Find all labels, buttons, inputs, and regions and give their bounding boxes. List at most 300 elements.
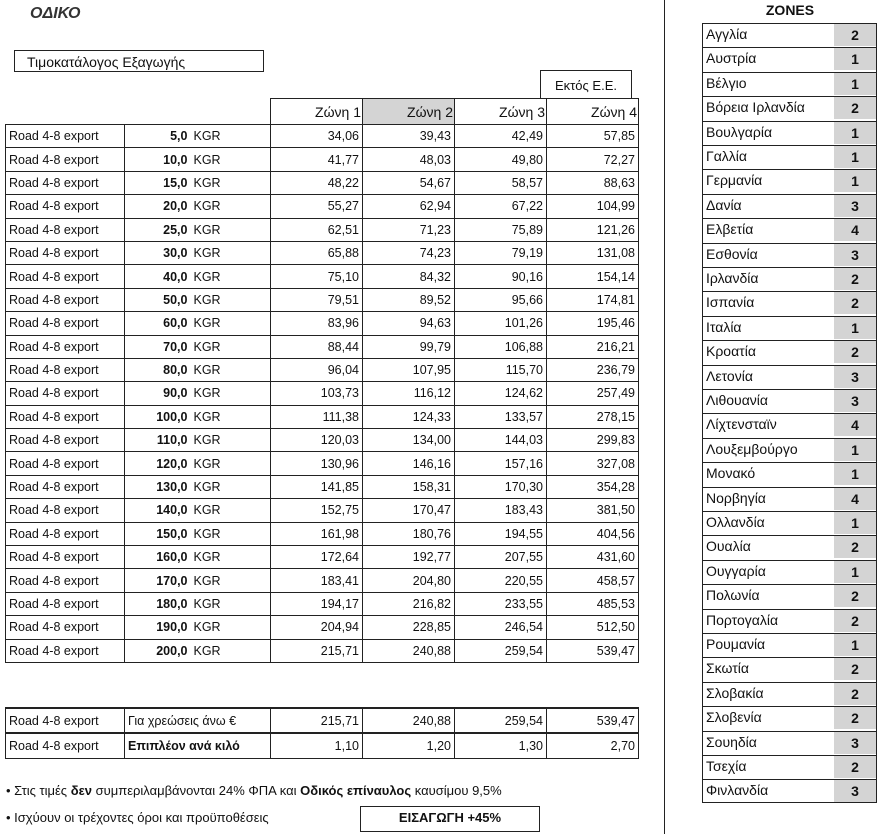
zone-country-row xyxy=(702,413,877,436)
price-zone-3: 75,89 xyxy=(455,218,547,241)
country-name: Σκωτία xyxy=(706,660,749,677)
weight-value: 200,0 xyxy=(125,639,191,662)
service-name: Road 4-8 export xyxy=(6,125,125,148)
summary-zone-1: 215,71 xyxy=(271,708,363,733)
summary-zone-4: 539,47 xyxy=(547,708,639,733)
price-zone-3: 58,57 xyxy=(455,171,547,194)
summary-zone-4: 2,70 xyxy=(547,733,639,758)
country-name: Λίχτενσταϊν xyxy=(706,416,777,433)
price-zone-3: 79,19 xyxy=(455,241,547,264)
price-zone-3: 101,26 xyxy=(455,312,547,335)
price-zone-3: 144,03 xyxy=(455,429,547,452)
service-name: Road 4-8 export xyxy=(6,616,125,639)
price-zone-2: 89,52 xyxy=(363,288,455,311)
country-zone-number: 3 xyxy=(834,366,876,388)
price-zone-1: 55,27 xyxy=(271,195,363,218)
price-zone-1: 152,75 xyxy=(271,499,363,522)
weight-value: 30,0 xyxy=(125,241,191,264)
price-zone-1: 161,98 xyxy=(271,522,363,545)
price-zone-2: 134,00 xyxy=(363,429,455,452)
price-row xyxy=(6,288,639,311)
zone-country-row xyxy=(702,731,877,754)
weight-value: 20,0 xyxy=(125,195,191,218)
zone-country-row xyxy=(702,487,877,510)
price-zone-1: 111,38 xyxy=(271,405,363,428)
header-zone-2: Ζώνη 2 xyxy=(363,99,455,125)
price-zone-2: 54,67 xyxy=(363,171,455,194)
summary-zone-2: 1,20 xyxy=(363,733,455,758)
price-zone-3: 157,16 xyxy=(455,452,547,475)
service-name: Road 4-8 export xyxy=(6,288,125,311)
price-zone-1: 79,51 xyxy=(271,288,363,311)
price-zone-4: 216,21 xyxy=(547,335,639,358)
price-zone-3: 220,55 xyxy=(455,569,547,592)
country-zone-number: 1 xyxy=(834,463,876,485)
weight-unit: KGR xyxy=(191,171,271,194)
price-zone-3: 90,16 xyxy=(455,265,547,288)
country-name: Σλοβενία xyxy=(706,709,762,726)
price-row xyxy=(6,639,639,662)
weight-value: 70,0 xyxy=(125,335,191,358)
price-zone-1: 96,04 xyxy=(271,358,363,381)
country-name: Βέλγιο xyxy=(706,74,747,91)
price-zone-2: 74,23 xyxy=(363,241,455,264)
country-name: Γαλλία xyxy=(706,148,748,164)
weight-unit: KGR xyxy=(191,475,271,498)
price-zone-4: 381,50 xyxy=(547,499,639,522)
price-zone-1: 48,22 xyxy=(271,171,363,194)
country-zone-number: 2 xyxy=(834,658,876,680)
country-zone-number: 3 xyxy=(834,780,876,802)
weight-unit: KGR xyxy=(191,125,271,148)
price-zone-2: 107,95 xyxy=(363,358,455,381)
price-row xyxy=(6,546,639,569)
country-zone-number: 1 xyxy=(834,170,876,192)
zone-country-row xyxy=(702,389,877,412)
price-zone-2: 146,16 xyxy=(363,452,455,475)
service-name: Road 4-8 export xyxy=(6,358,125,381)
price-zone-3: 259,54 xyxy=(455,639,547,662)
country-name: Πολωνία xyxy=(706,587,760,604)
price-zone-2: 204,80 xyxy=(363,569,455,592)
price-zone-2: 192,77 xyxy=(363,546,455,569)
country-zone-number: 2 xyxy=(834,292,876,314)
price-zone-4: 57,85 xyxy=(547,125,639,148)
summary-zone-3: 1,30 xyxy=(455,733,547,758)
weight-unit: KGR xyxy=(191,452,271,475)
price-zone-3: 115,70 xyxy=(455,358,547,381)
page-title: ΟΔΙΚΟ xyxy=(30,5,81,22)
zone-country-row xyxy=(702,462,877,485)
weight-unit: KGR xyxy=(191,429,271,452)
price-zone-4: 174,81 xyxy=(547,288,639,311)
service-name: Road 4-8 export xyxy=(6,218,125,241)
service-name: Road 4-8 export xyxy=(6,733,125,758)
country-name: Γερμανία xyxy=(706,172,763,189)
price-zone-2: 216,82 xyxy=(363,592,455,615)
zone-country-row xyxy=(702,682,877,705)
country-name: Σλοβακία xyxy=(706,684,764,701)
price-zone-4: 299,83 xyxy=(547,429,639,452)
country-name: Λετονία xyxy=(706,367,753,384)
price-zone-4: 539,47 xyxy=(547,639,639,662)
service-name: Road 4-8 export xyxy=(6,195,125,218)
price-zone-4: 88,63 xyxy=(547,171,639,194)
price-row xyxy=(6,148,639,171)
price-row xyxy=(6,382,639,405)
zone-country-row xyxy=(702,47,877,70)
zone-country-row xyxy=(702,23,877,46)
country-zone-number: 3 xyxy=(834,244,876,266)
price-zone-4: 131,08 xyxy=(547,241,639,264)
weight-value: 100,0 xyxy=(125,405,191,428)
zone-country-row xyxy=(702,121,877,144)
price-zone-1: 130,96 xyxy=(271,452,363,475)
price-row xyxy=(6,592,639,615)
service-name: Road 4-8 export xyxy=(6,265,125,288)
zone-country-row xyxy=(702,340,877,363)
weight-value: 60,0 xyxy=(125,312,191,335)
country-zone-number: 4 xyxy=(834,219,876,241)
price-zone-2: 124,33 xyxy=(363,405,455,428)
price-zone-1: 194,17 xyxy=(271,592,363,615)
price-zone-1: 172,64 xyxy=(271,546,363,569)
price-row xyxy=(6,452,639,475)
weight-value: 90,0 xyxy=(125,382,191,405)
price-zone-2: 116,12 xyxy=(363,382,455,405)
country-name: Ισπανία xyxy=(706,294,755,311)
price-zone-1: 65,88 xyxy=(271,241,363,264)
weight-value: 130,0 xyxy=(125,475,191,498)
country-zone-number: 2 xyxy=(834,585,876,607)
weight-value: 50,0 xyxy=(125,288,191,311)
weight-value: 150,0 xyxy=(125,522,191,545)
header-zone-3: Ζώνη 3 xyxy=(455,99,547,125)
price-zone-1: 83,96 xyxy=(271,312,363,335)
zone4-outside-eu-label: Εκτός Ε.Ε. xyxy=(540,70,632,98)
service-name: Road 4-8 export xyxy=(6,171,125,194)
zone-country-row xyxy=(702,438,877,461)
price-zone-4: 121,26 xyxy=(547,218,639,241)
service-name: Road 4-8 export xyxy=(6,546,125,569)
country-name: Εσθονία xyxy=(706,245,758,262)
service-name: Road 4-8 export xyxy=(6,405,125,428)
country-zone-number: 2 xyxy=(834,756,876,778)
weight-unit: KGR xyxy=(191,639,271,662)
weight-unit: KGR xyxy=(191,335,271,358)
price-zone-4: 458,57 xyxy=(547,569,639,592)
country-zone-number: 2 xyxy=(834,268,876,290)
price-zone-2: 71,23 xyxy=(363,218,455,241)
weight-value: 140,0 xyxy=(125,499,191,522)
price-zone-1: 183,41 xyxy=(271,569,363,592)
weight-value: 40,0 xyxy=(125,265,191,288)
country-name: Νορβηγία xyxy=(706,489,766,506)
over-limit-row xyxy=(6,708,639,733)
country-zone-number: 3 xyxy=(834,195,876,217)
zones-title: ZONES xyxy=(765,2,815,18)
country-name: Βουλγαρία xyxy=(706,123,773,140)
country-zone-number: 2 xyxy=(834,536,876,558)
weight-unit: KGR xyxy=(191,148,271,171)
price-row xyxy=(6,171,639,194)
service-name: Road 4-8 export xyxy=(6,639,125,662)
service-name: Road 4-8 export xyxy=(6,592,125,615)
country-zone-number: 1 xyxy=(834,317,876,339)
summary-label: Επιπλέον ανά κιλό xyxy=(125,733,271,758)
price-zone-3: 183,43 xyxy=(455,499,547,522)
country-zone-number: 1 xyxy=(834,512,876,534)
country-zone-number: 1 xyxy=(834,561,876,583)
country-zone-number: 2 xyxy=(834,610,876,632)
zone-country-row xyxy=(702,169,877,192)
price-table xyxy=(5,98,639,663)
weight-unit: KGR xyxy=(191,546,271,569)
price-zone-4: 195,46 xyxy=(547,312,639,335)
country-zone-number: 3 xyxy=(834,732,876,754)
weight-value: 170,0 xyxy=(125,569,191,592)
service-name: Road 4-8 export xyxy=(6,429,125,452)
price-zone-1: 103,73 xyxy=(271,382,363,405)
country-name: Μονακό xyxy=(706,465,756,482)
weight-value: 25,0 xyxy=(125,218,191,241)
price-zone-2: 170,47 xyxy=(363,499,455,522)
price-zone-4: 236,79 xyxy=(547,358,639,381)
import-surcharge-box: ΕΙΣΑΓΩΓΗ +45% xyxy=(360,806,540,832)
header-zone-1: Ζώνη 1 xyxy=(271,99,363,125)
weight-value: 5,0 xyxy=(125,125,191,148)
country-name: Ουγγαρία xyxy=(706,562,766,579)
country-name: Δανία xyxy=(706,196,742,213)
price-zone-4: 512,50 xyxy=(547,616,639,639)
country-name: Αγγλία xyxy=(706,26,748,42)
weight-unit: KGR xyxy=(191,616,271,639)
weight-value: 10,0 xyxy=(125,148,191,171)
price-zone-3: 246,54 xyxy=(455,616,547,639)
zone-country-row xyxy=(702,657,877,680)
weight-unit: KGR xyxy=(191,405,271,428)
zone-country-row xyxy=(702,145,877,168)
price-zone-1: 204,94 xyxy=(271,616,363,639)
price-zone-2: 99,79 xyxy=(363,335,455,358)
weight-unit: KGR xyxy=(191,241,271,264)
price-row xyxy=(6,522,639,545)
header-zone-4: Ζώνη 4 xyxy=(547,99,639,125)
country-name: Ελβετία xyxy=(706,221,754,238)
price-zone-3: 207,55 xyxy=(455,546,547,569)
weight-unit: KGR xyxy=(191,358,271,381)
summary-table xyxy=(5,707,639,759)
zone-country-row xyxy=(702,194,877,217)
price-zone-4: 485,53 xyxy=(547,592,639,615)
country-zone-number: 1 xyxy=(834,122,876,144)
summary-zone-2: 240,88 xyxy=(363,708,455,733)
zone-country-row xyxy=(702,291,877,314)
price-zone-1: 62,51 xyxy=(271,218,363,241)
zone-country-row xyxy=(702,316,877,339)
weight-unit: KGR xyxy=(191,288,271,311)
weight-unit: KGR xyxy=(191,265,271,288)
country-zone-number: 2 xyxy=(834,683,876,705)
summary-label: Για χρεώσεις άνω € xyxy=(125,708,271,733)
service-name: Road 4-8 export xyxy=(6,569,125,592)
weight-unit: KGR xyxy=(191,569,271,592)
zone-country-row xyxy=(702,584,877,607)
price-zone-2: 48,03 xyxy=(363,148,455,171)
price-row xyxy=(6,616,639,639)
country-zone-number: 4 xyxy=(834,414,876,436)
country-name: Τσεχία xyxy=(706,758,747,774)
summary-zone-3: 259,54 xyxy=(455,708,547,733)
zone-country-row xyxy=(702,511,877,534)
price-zone-2: 62,94 xyxy=(363,195,455,218)
country-zone-number: 3 xyxy=(834,390,876,412)
price-zone-2: 94,63 xyxy=(363,312,455,335)
vat-fuel-note: • Στις τιμές δεν συμπεριλαμβάνονται 24% ΦΠΑ και Οδικός επίναυλος καυσίμου 9,5% xyxy=(6,783,502,798)
zone-country-row xyxy=(702,633,877,656)
price-zone-1: 41,77 xyxy=(271,148,363,171)
price-zone-1: 75,10 xyxy=(271,265,363,288)
service-name: Road 4-8 export xyxy=(6,312,125,335)
price-zone-4: 72,27 xyxy=(547,148,639,171)
price-zone-4: 104,99 xyxy=(547,195,639,218)
weight-unit: KGR xyxy=(191,382,271,405)
zone-country-row xyxy=(702,72,877,95)
price-zone-2: 228,85 xyxy=(363,616,455,639)
weight-value: 110,0 xyxy=(125,429,191,452)
price-zone-4: 354,28 xyxy=(547,475,639,498)
country-name: Ρουμανία xyxy=(706,636,766,652)
country-name: Αυστρία xyxy=(706,50,757,67)
price-zone-1: 120,03 xyxy=(271,429,363,452)
price-zone-3: 95,66 xyxy=(455,288,547,311)
price-zone-3: 42,49 xyxy=(455,125,547,148)
country-name: Ιταλία xyxy=(706,318,742,335)
price-zone-2: 84,32 xyxy=(363,265,455,288)
weight-value: 180,0 xyxy=(125,592,191,615)
price-row xyxy=(6,312,639,335)
zone-country-row xyxy=(702,535,877,558)
zone-country-row xyxy=(702,560,877,583)
price-zone-4: 154,14 xyxy=(547,265,639,288)
weight-unit: KGR xyxy=(191,312,271,335)
zone-country-row xyxy=(702,218,877,241)
zone-country-row xyxy=(702,779,877,802)
price-zone-1: 34,06 xyxy=(271,125,363,148)
price-row xyxy=(6,265,639,288)
service-name: Road 4-8 export xyxy=(6,382,125,405)
price-zone-1: 215,71 xyxy=(271,639,363,662)
price-zone-2: 39,43 xyxy=(363,125,455,148)
country-zone-number: 2 xyxy=(834,24,876,46)
country-zone-number: 2 xyxy=(834,341,876,363)
country-zone-number: 1 xyxy=(834,146,876,168)
price-list-subtitle: Τιμοκατάλογος Εξαγωγής xyxy=(14,50,264,72)
price-zone-1: 88,44 xyxy=(271,335,363,358)
country-zone-number: 1 xyxy=(834,48,876,70)
price-zone-4: 404,56 xyxy=(547,522,639,545)
country-name: Κροατία xyxy=(706,343,756,360)
price-row xyxy=(6,499,639,522)
zone-country-row xyxy=(702,755,877,778)
price-zone-3: 67,22 xyxy=(455,195,547,218)
zone-country-row xyxy=(702,267,877,290)
price-zone-4: 278,15 xyxy=(547,405,639,428)
price-row xyxy=(6,358,639,381)
price-zone-3: 124,62 xyxy=(455,382,547,405)
price-zone-2: 158,31 xyxy=(363,475,455,498)
country-name: Ολλανδία xyxy=(706,514,765,530)
country-name: Σουηδία xyxy=(706,733,757,750)
service-name: Road 4-8 export xyxy=(6,522,125,545)
price-zone-3: 49,80 xyxy=(455,148,547,171)
service-name: Road 4-8 export xyxy=(6,241,125,264)
country-zone-number: 4 xyxy=(834,488,876,510)
extra-per-kg-row xyxy=(6,733,639,758)
service-name: Road 4-8 export xyxy=(6,335,125,358)
zone-country-row xyxy=(702,96,877,119)
price-zone-3: 106,88 xyxy=(455,335,547,358)
price-table-header xyxy=(6,99,639,125)
weight-unit: KGR xyxy=(191,522,271,545)
price-zone-3: 133,57 xyxy=(455,405,547,428)
country-zone-number: 1 xyxy=(834,439,876,461)
price-row xyxy=(6,241,639,264)
country-zone-number: 2 xyxy=(834,707,876,729)
price-zone-1: 141,85 xyxy=(271,475,363,498)
price-zone-2: 180,76 xyxy=(363,522,455,545)
price-row xyxy=(6,405,639,428)
price-row xyxy=(6,475,639,498)
country-name: Λουξεμβούργο xyxy=(706,440,798,457)
price-row xyxy=(6,218,639,241)
weight-value: 80,0 xyxy=(125,358,191,381)
weight-unit: KGR xyxy=(191,592,271,615)
country-name: Ουαλία xyxy=(706,538,751,555)
price-row xyxy=(6,335,639,358)
price-zone-4: 431,60 xyxy=(547,546,639,569)
zone-country-row xyxy=(702,609,877,632)
country-zone-number: 2 xyxy=(834,97,876,119)
country-name: Φινλανδία xyxy=(706,782,769,799)
zone-country-row xyxy=(702,706,877,729)
price-zone-4: 327,08 xyxy=(547,452,639,475)
country-zone-number: 1 xyxy=(834,73,876,95)
price-zone-3: 194,55 xyxy=(455,522,547,545)
price-zone-3: 170,30 xyxy=(455,475,547,498)
country-zone-number: 1 xyxy=(834,634,876,656)
country-name: Λιθουανία xyxy=(706,392,768,408)
price-row xyxy=(6,569,639,592)
summary-zone-1: 1,10 xyxy=(271,733,363,758)
service-name: Road 4-8 export xyxy=(6,475,125,498)
weight-value: 120,0 xyxy=(125,452,191,475)
zone-country-row xyxy=(702,243,877,266)
price-zone-2: 240,88 xyxy=(363,639,455,662)
service-name: Road 4-8 export xyxy=(6,499,125,522)
weight-value: 190,0 xyxy=(125,616,191,639)
weight-value: 15,0 xyxy=(125,171,191,194)
terms-note: • Ισχύουν οι τρέχοντες όροι και προϋποθέσεις xyxy=(6,810,269,825)
country-name: Πορτογαλία xyxy=(706,611,779,628)
price-row xyxy=(6,195,639,218)
service-name: Road 4-8 export xyxy=(6,452,125,475)
weight-unit: KGR xyxy=(191,499,271,522)
weight-value: 160,0 xyxy=(125,546,191,569)
weight-unit: KGR xyxy=(191,218,271,241)
country-name: Βόρεια Ιρλανδία xyxy=(706,99,805,116)
service-name: Road 4-8 export xyxy=(6,148,125,171)
